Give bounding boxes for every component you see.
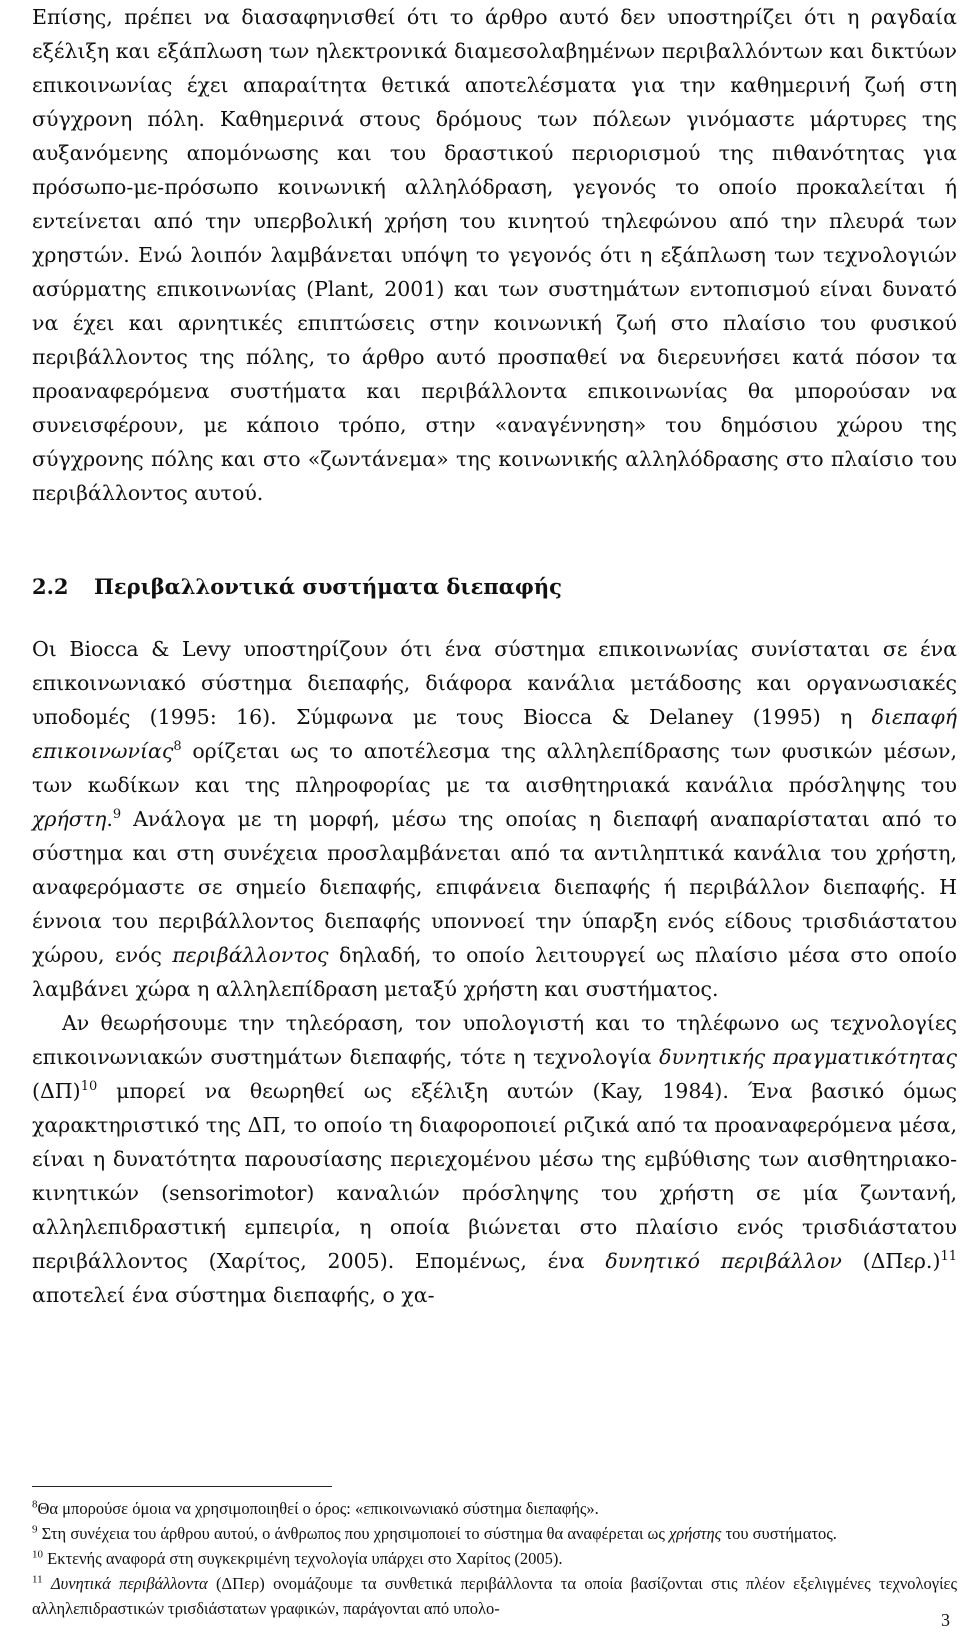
footnote-text: Στη συνέχεια του άρθρου αυτού, ο άνθρωπος που χρησιμοποιεί το σύστημα θα αναφέρεται ως xyxy=(41,1524,670,1543)
text-run: αποτελεί ένα σύστημα διεπαφής, ο χα- xyxy=(32,1283,435,1307)
footnote-9 xyxy=(32,1521,957,1546)
footnote-text: Εκτενής αναφορά στη συγκεκριμένη τεχνολογία υπάρχει στο Χαρίτος (2005). xyxy=(47,1549,563,1568)
text-run: μπορεί να θεωρηθεί ως εξέλιξη αυτών (Kay, 1984). Ένα βασικό όμως χαρακτηριστικό της ΔΠ, το οποίο τη διαφοροποιεί ριζικά από τα προαναφερόμενα μέσα, είναι η δυνατότητα παρουσίασης περιεχομένου μέσω της εμβύθισης των αισθητηριακο-κινητικών (sensorimotor) καναλιών πρόσληψης του χρήστη σε μία ζωντανή, αλληλεπιδραστική εμπειρία, η οποία βιώνεται στο πλαίσιο ενός τρισδιάστατου περιβάλλοντος (Χαρίτος, 2005). Επομένως, ένα xyxy=(32,1079,957,1273)
text-run: Ανάλογα με τη μορφή, μέσω της οποίας η διεπαφή αναπαρίσταται από το σύστημα και στη συνέχεια προσλαμβάνεται από τα αντιληπτικά κανάλια του χρήστη, αναφερόμαστε σε σημείο διεπαφής, επιφάνεια διεπαφής ή περιβάλλον διεπαφής. Η έννοια του περιβάλλοντος διεπαφής υποννοεί την ύπαρξη ενός είδους τρισδιάστατου χώρου, ενός xyxy=(32,807,957,967)
text-run: Οι Biocca & Levy υποστηρίζουν ότι ένα σύστημα επικοινωνίας συνίσταται σε ένα επικοινωνιακό σύστημα διεπαφής, διάφορα κανάλια μετάδοσης και οργανωσιακές υποδομές (1995: 16). Σύμφωνα με τους Biocca & Delaney (1995) η xyxy=(32,637,957,729)
term-virtual-reality: δυνητικής πραγματικότητας xyxy=(659,1045,957,1069)
footnote-text: του συστήματος. xyxy=(721,1524,837,1543)
text-run: . xyxy=(106,807,113,831)
footnote-ref-10[interactable]: 10 xyxy=(80,1079,98,1095)
footnote-text: Θα μπορούσε όμοια να χρησιμοποιηθεί ο όρος: «επικοινωνιακό σύστημα διεπαφής». xyxy=(37,1499,599,1518)
paragraph-intro-text: Επίσης, πρέπει να διασαφηνισθεί ότι το άρθρο αυτό δεν υποστηρίζει ότι η ραγδαία εξέλιξη και εξάπλωση των ηλεκτρονικά διαμεσολαβημένων περιβαλλόντων και δικτύων επικοινωνίας έχει απαραίτητα θετικά αποτελέσματα για την καθημερινή ζωή στη σύγχρονη πόλη. Καθημερινά στους δρόμους των πόλεων γινόμαστε μάρτυρες της αυξανόμενης απομόνωσης και του δραστικού περιορισμού της πιθανότητας για πρόσωπο-με-πρόσωπο κοινωνική αλληλόδραση, γεγονός το οποίο προκαλείται ή εντείνεται από την υπερβολική χρήση του κινητού τηλεφώνου από την πλευρά των χρηστών. Ενώ λοιπόν λαμβάνεται υπόψη το γεγονός ότι η εξάπλωση των τεχνολογιών ασύρματης επικοινωνίας (Plant, 2001) και των συστημάτων εντοπισμού είναι δυνατό να έχει και αρνητικές επιπτώσεις στην κοινωνική ζωή στο πλαίσιο του φυσικού περιβάλλοντος της πόλης, το άρθρο αυτό προσπαθεί να διερευνήσει κατά πόσον τα προαναφερόμενα συστήματα και περιβάλλοντα επικοινωνίας θα μπορούσαν να συνεισφέρουν, με κάποιο τρόπο, στην «αναγέννηση» του δημόσιου χώρου της σύγχρονης πόλης και στο «ζωντάνεμα» της κοινωνικής αλληλόδρασης στο πλαίσιο του περιβάλλοντος αυτού. xyxy=(32,5,957,505)
footnote-ref-8[interactable]: 8 xyxy=(173,739,182,755)
footnote-term: Δυνητικά περιβάλλοντα xyxy=(50,1574,208,1593)
footnote-8 xyxy=(32,1496,957,1521)
section-number: 2.2 xyxy=(32,574,69,599)
section-heading xyxy=(32,570,957,604)
paragraph-interface xyxy=(32,632,957,1006)
footnote-ref-11[interactable]: 11 xyxy=(940,1249,957,1265)
text-run: ορίζεται ως το αποτέλεσμα της αλληλεπίδρασης των φυσικών μέσων, των κωδίκων και της πληροφορίας με τα αισθητηριακά κανάλια πρόσληψης του xyxy=(32,739,957,797)
text-run: Αν θεωρήσουμε την τηλεόραση, τον υπολογιστή και το τηλέφωνο ως τεχνολογίες επικοινωνιακών συστημάτων διεπαφής, τότε η τεχνολογία xyxy=(32,1011,957,1069)
term-environment: περιβάλλοντος xyxy=(172,943,329,967)
footnote-number: 11 xyxy=(32,1573,43,1586)
paragraph-intro xyxy=(32,0,957,510)
term-user: χρήστη xyxy=(32,807,107,831)
footnote-text: (ΔΠερ) ονομάζουμε τα συνθετικά περιβάλλοντα τα οποία βασίζονται στις πλέον εξελιγμένες τεχνολογίες αλληλεπιδραστικών τρισδιάστατων γραφικών, παράγονται από υπολο- xyxy=(32,1574,957,1618)
paragraph-virtual-reality xyxy=(32,1006,957,1312)
footnote-11 xyxy=(32,1571,957,1621)
footnote-divider xyxy=(32,1486,332,1487)
footnote-number: 10 xyxy=(32,1548,43,1561)
footnote-ref-9[interactable]: 9 xyxy=(112,807,122,823)
term-communication-interface: διεπαφή επικοινωνίας xyxy=(32,705,957,763)
footnote-10 xyxy=(32,1546,957,1571)
text-run: (ΔΠ) xyxy=(32,1079,81,1103)
footnote-number: 9 xyxy=(32,1523,38,1536)
footnote-number: 8 xyxy=(32,1498,38,1511)
footnotes xyxy=(32,1496,957,1621)
footnote-term: χρήστης xyxy=(669,1524,722,1543)
text-run: (ΔΠερ.) xyxy=(841,1249,941,1273)
page-number: 3 xyxy=(941,1610,950,1630)
section-title: Περιβαλλοντικά συστήματα διεπαφής xyxy=(94,574,562,599)
section-body xyxy=(32,632,957,1312)
term-virtual-environment: δυνητικό περιβάλλον xyxy=(605,1249,842,1273)
text-run: δηλαδή, το οποίο λειτουργεί ως πλαίσιο μέσα στο οποίο λαμβάνει χώρα η αλληλεπίδραση μεταξύ χρήστη και συστήματος. xyxy=(32,943,958,1001)
